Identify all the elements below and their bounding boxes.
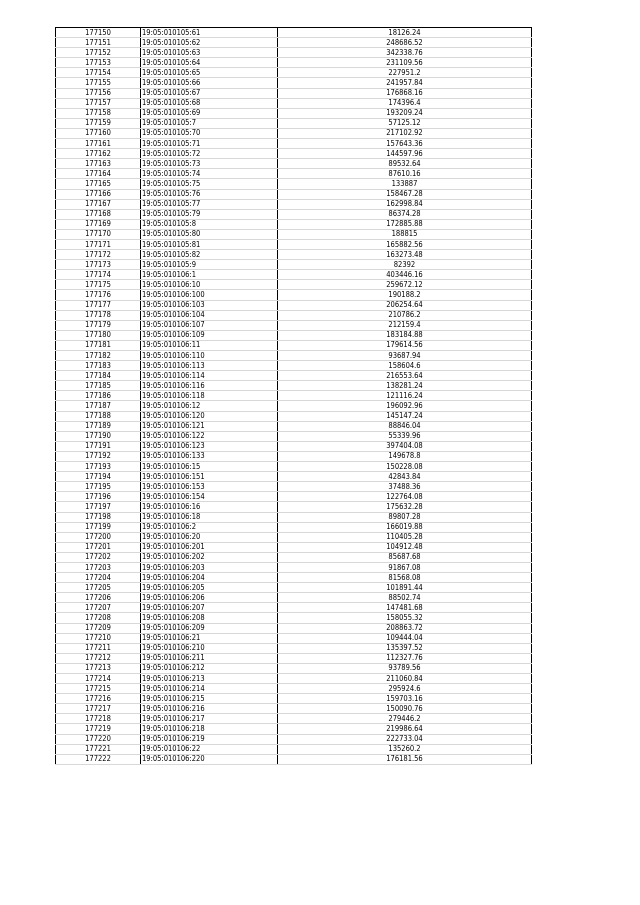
table-row bbox=[56, 38, 532, 48]
row-number-cell: 177191 bbox=[56, 441, 141, 451]
table-row bbox=[56, 472, 532, 482]
table-row bbox=[56, 320, 532, 330]
amount-cell: 89532.64 bbox=[278, 159, 532, 169]
cadastral-number-cell: 19:05:010106:123 bbox=[141, 441, 278, 451]
table-row bbox=[56, 169, 532, 179]
table-row bbox=[56, 139, 532, 149]
cadastral-number-cell: 19:05:010106:217 bbox=[141, 714, 278, 724]
row-number-cell: 177177 bbox=[56, 300, 141, 310]
amount-cell: 403446.16 bbox=[278, 270, 532, 280]
cadastral-number-cell: 19:05:010106:22 bbox=[141, 744, 278, 754]
row-number-cell: 177198 bbox=[56, 512, 141, 522]
row-number-cell: 177192 bbox=[56, 451, 141, 461]
row-number-cell: 177154 bbox=[56, 68, 141, 78]
cadastral-number-cell: 19:05:010106:2 bbox=[141, 522, 278, 532]
cadastral-number-cell: 19:05:010105:79 bbox=[141, 209, 278, 219]
table-row bbox=[56, 88, 532, 98]
cadastral-number-cell: 19:05:010106:11 bbox=[141, 340, 278, 350]
table-row bbox=[56, 219, 532, 229]
table-row bbox=[56, 290, 532, 300]
cadastral-number-cell: 19:05:010106:203 bbox=[141, 562, 278, 572]
row-number-cell: 177158 bbox=[56, 108, 141, 118]
table-row bbox=[56, 28, 532, 38]
table-row bbox=[56, 179, 532, 189]
amount-cell: 147481.68 bbox=[278, 603, 532, 613]
table-row bbox=[56, 68, 532, 78]
row-number-cell: 177175 bbox=[56, 280, 141, 290]
row-number-cell: 177209 bbox=[56, 623, 141, 633]
row-number-cell: 177200 bbox=[56, 532, 141, 542]
cadastral-number-cell: 19:05:010106:205 bbox=[141, 583, 278, 593]
table-row bbox=[56, 310, 532, 320]
table-row bbox=[56, 522, 532, 532]
cadastral-number-cell: 19:05:010105:71 bbox=[141, 139, 278, 149]
amount-cell: 122764.08 bbox=[278, 492, 532, 502]
amount-cell: 183184.88 bbox=[278, 330, 532, 340]
cadastral-number-cell: 19:05:010105:76 bbox=[141, 189, 278, 199]
amount-cell: 55339.96 bbox=[278, 431, 532, 441]
table-row bbox=[56, 98, 532, 108]
row-number-cell: 177219 bbox=[56, 724, 141, 734]
amount-cell: 279446.2 bbox=[278, 714, 532, 724]
row-number-cell: 177172 bbox=[56, 250, 141, 260]
cadastral-number-cell: 19:05:010106:220 bbox=[141, 754, 278, 764]
table-row bbox=[56, 684, 532, 694]
table-row bbox=[56, 270, 532, 280]
table-row bbox=[56, 704, 532, 714]
row-number-cell: 177169 bbox=[56, 219, 141, 229]
amount-cell: 121116.24 bbox=[278, 391, 532, 401]
row-number-cell: 177167 bbox=[56, 199, 141, 209]
row-number-cell: 177176 bbox=[56, 290, 141, 300]
amount-cell: 196092.96 bbox=[278, 401, 532, 411]
cadastral-number-cell: 19:05:010106:16 bbox=[141, 502, 278, 512]
amount-cell: 176868.16 bbox=[278, 88, 532, 98]
table-row bbox=[56, 674, 532, 684]
amount-cell: 259672.12 bbox=[278, 280, 532, 290]
table-row bbox=[56, 512, 532, 522]
row-number-cell: 177217 bbox=[56, 704, 141, 714]
cadastral-number-cell: 19:05:010106:154 bbox=[141, 492, 278, 502]
table-row bbox=[56, 401, 532, 411]
row-number-cell: 177170 bbox=[56, 229, 141, 239]
row-number-cell: 177181 bbox=[56, 340, 141, 350]
cadastral-number-cell: 19:05:010106:12 bbox=[141, 401, 278, 411]
table-row bbox=[56, 209, 532, 219]
row-number-cell: 177168 bbox=[56, 209, 141, 219]
table-row bbox=[56, 643, 532, 653]
amount-cell: 88502.74 bbox=[278, 593, 532, 603]
cadastral-number-cell: 19:05:010106:215 bbox=[141, 694, 278, 704]
table-row bbox=[56, 239, 532, 249]
cadastral-number-cell: 19:05:010106:206 bbox=[141, 593, 278, 603]
table-row bbox=[56, 623, 532, 633]
cadastral-number-cell: 19:05:010106:20 bbox=[141, 532, 278, 542]
row-number-cell: 177204 bbox=[56, 573, 141, 583]
row-number-cell: 177186 bbox=[56, 391, 141, 401]
row-number-cell: 177210 bbox=[56, 633, 141, 643]
amount-cell: 219986.64 bbox=[278, 724, 532, 734]
amount-cell: 110405.28 bbox=[278, 532, 532, 542]
row-number-cell: 177201 bbox=[56, 542, 141, 552]
row-number-cell: 177185 bbox=[56, 381, 141, 391]
amount-cell: 208863.72 bbox=[278, 623, 532, 633]
cadastral-number-cell: 19:05:010105:62 bbox=[141, 38, 278, 48]
table-row bbox=[56, 108, 532, 118]
table-row bbox=[56, 633, 532, 643]
amount-cell: 222733.04 bbox=[278, 734, 532, 744]
row-number-cell: 177159 bbox=[56, 118, 141, 128]
table-row bbox=[56, 714, 532, 724]
amount-cell: 91867.08 bbox=[278, 562, 532, 572]
amount-cell: 18126.24 bbox=[278, 28, 532, 38]
amount-cell: 42843.84 bbox=[278, 472, 532, 482]
amount-cell: 101891.44 bbox=[278, 583, 532, 593]
amount-cell: 211060.84 bbox=[278, 674, 532, 684]
cadastral-number-cell: 19:05:010106:21 bbox=[141, 633, 278, 643]
amount-cell: 145147.24 bbox=[278, 411, 532, 421]
cadastral-number-cell: 19:05:010106:120 bbox=[141, 411, 278, 421]
amount-cell: 135397.52 bbox=[278, 643, 532, 653]
amount-cell: 157643.36 bbox=[278, 139, 532, 149]
amount-cell: 158055.32 bbox=[278, 613, 532, 623]
row-number-cell: 177222 bbox=[56, 754, 141, 764]
table-row bbox=[56, 78, 532, 88]
row-number-cell: 177156 bbox=[56, 88, 141, 98]
amount-cell: 82392 bbox=[278, 260, 532, 270]
cadastral-number-cell: 19:05:010106:122 bbox=[141, 431, 278, 441]
cadastral-number-cell: 19:05:010105:75 bbox=[141, 179, 278, 189]
cadastral-number-cell: 19:05:010105:80 bbox=[141, 229, 278, 239]
table-row bbox=[56, 492, 532, 502]
amount-cell: 88846.04 bbox=[278, 421, 532, 431]
cadastral-number-cell: 19:05:010106:118 bbox=[141, 391, 278, 401]
cadastral-number-cell: 19:05:010106:10 bbox=[141, 280, 278, 290]
row-number-cell: 177166 bbox=[56, 189, 141, 199]
cadastral-number-cell: 19:05:010105:72 bbox=[141, 149, 278, 159]
cadastral-number-cell: 19:05:010106:103 bbox=[141, 300, 278, 310]
row-number-cell: 177207 bbox=[56, 603, 141, 613]
row-number-cell: 177160 bbox=[56, 128, 141, 138]
row-number-cell: 177161 bbox=[56, 139, 141, 149]
cadastral-number-cell: 19:05:010106:209 bbox=[141, 623, 278, 633]
table-row bbox=[56, 744, 532, 754]
table-row bbox=[56, 562, 532, 572]
amount-cell: 342338.76 bbox=[278, 48, 532, 58]
cadastral-number-cell: 19:05:010106:219 bbox=[141, 734, 278, 744]
table-row bbox=[56, 250, 532, 260]
row-number-cell: 177180 bbox=[56, 330, 141, 340]
table-row bbox=[56, 280, 532, 290]
cadastral-number-cell: 19:05:010106:211 bbox=[141, 653, 278, 663]
row-number-cell: 177205 bbox=[56, 583, 141, 593]
table-row bbox=[56, 58, 532, 68]
row-number-cell: 177218 bbox=[56, 714, 141, 724]
table-row bbox=[56, 593, 532, 603]
table-row bbox=[56, 734, 532, 744]
table-row bbox=[56, 229, 532, 239]
amount-cell: 212159.4 bbox=[278, 320, 532, 330]
amount-cell: 190188.2 bbox=[278, 290, 532, 300]
table-row bbox=[56, 583, 532, 593]
row-number-cell: 177202 bbox=[56, 552, 141, 562]
amount-cell: 93789.56 bbox=[278, 663, 532, 673]
cadastral-number-cell: 19:05:010105:64 bbox=[141, 58, 278, 68]
amount-cell: 89807.28 bbox=[278, 512, 532, 522]
amount-cell: 87610.16 bbox=[278, 169, 532, 179]
amount-cell: 133887 bbox=[278, 179, 532, 189]
table-row bbox=[56, 573, 532, 583]
table-row bbox=[56, 482, 532, 492]
table-row bbox=[56, 48, 532, 58]
cadastral-number-cell: 19:05:010105:74 bbox=[141, 169, 278, 179]
row-number-cell: 177153 bbox=[56, 58, 141, 68]
table-row bbox=[56, 532, 532, 542]
amount-cell: 135260.2 bbox=[278, 744, 532, 754]
table-row bbox=[56, 199, 532, 209]
row-number-cell: 177206 bbox=[56, 593, 141, 603]
row-number-cell: 177187 bbox=[56, 401, 141, 411]
table-row bbox=[56, 502, 532, 512]
table-row bbox=[56, 371, 532, 381]
table-row bbox=[56, 340, 532, 350]
row-number-cell: 177171 bbox=[56, 239, 141, 249]
cadastral-number-cell: 19:05:010105:63 bbox=[141, 48, 278, 58]
amount-cell: 104912.48 bbox=[278, 542, 532, 552]
cadastral-number-cell: 19:05:010105:81 bbox=[141, 239, 278, 249]
row-number-cell: 177183 bbox=[56, 361, 141, 371]
table-row bbox=[56, 542, 532, 552]
row-number-cell: 177173 bbox=[56, 260, 141, 270]
amount-cell: 176181.56 bbox=[278, 754, 532, 764]
table-row bbox=[56, 391, 532, 401]
row-number-cell: 177193 bbox=[56, 462, 141, 472]
cadastral-number-cell: 19:05:010106:109 bbox=[141, 330, 278, 340]
amount-cell: 217102.92 bbox=[278, 128, 532, 138]
amount-cell: 37488.36 bbox=[278, 482, 532, 492]
amount-cell: 158467.28 bbox=[278, 189, 532, 199]
table-row bbox=[56, 260, 532, 270]
table-row bbox=[56, 663, 532, 673]
amount-cell: 227951.2 bbox=[278, 68, 532, 78]
row-number-cell: 177164 bbox=[56, 169, 141, 179]
cadastral-number-cell: 19:05:010105:73 bbox=[141, 159, 278, 169]
row-number-cell: 177213 bbox=[56, 663, 141, 673]
cadastral-number-cell: 19:05:010106:208 bbox=[141, 613, 278, 623]
cadastral-number-cell: 19:05:010106:107 bbox=[141, 320, 278, 330]
amount-cell: 86374.28 bbox=[278, 209, 532, 219]
row-number-cell: 177216 bbox=[56, 694, 141, 704]
table-row bbox=[56, 441, 532, 451]
amount-cell: 149678.8 bbox=[278, 451, 532, 461]
amount-cell: 193209.24 bbox=[278, 108, 532, 118]
cadastral-number-cell: 19:05:010106:210 bbox=[141, 643, 278, 653]
cadastral-number-cell: 19:05:010106:104 bbox=[141, 310, 278, 320]
cadastral-number-cell: 19:05:010106:18 bbox=[141, 512, 278, 522]
cadastral-number-cell: 19:05:010106:1 bbox=[141, 270, 278, 280]
amount-cell: 112327.76 bbox=[278, 653, 532, 663]
cadastral-number-cell: 19:05:010105:61 bbox=[141, 28, 278, 38]
table-row bbox=[56, 411, 532, 421]
cadastral-number-cell: 19:05:010106:212 bbox=[141, 663, 278, 673]
row-number-cell: 177208 bbox=[56, 613, 141, 623]
cadastral-number-cell: 19:05:010105:68 bbox=[141, 98, 278, 108]
row-number-cell: 177163 bbox=[56, 159, 141, 169]
amount-cell: 109444.04 bbox=[278, 633, 532, 643]
amount-cell: 295924.6 bbox=[278, 684, 532, 694]
table-row bbox=[56, 128, 532, 138]
amount-cell: 397404.08 bbox=[278, 441, 532, 451]
row-number-cell: 177203 bbox=[56, 562, 141, 572]
table-row bbox=[56, 754, 532, 764]
row-number-cell: 177179 bbox=[56, 320, 141, 330]
table-row bbox=[56, 603, 532, 613]
row-number-cell: 177157 bbox=[56, 98, 141, 108]
amount-cell: 175632.28 bbox=[278, 502, 532, 512]
table-body bbox=[56, 28, 532, 765]
cadastral-number-cell: 19:05:010105:66 bbox=[141, 78, 278, 88]
cadastral-number-cell: 19:05:010106:100 bbox=[141, 290, 278, 300]
row-number-cell: 177221 bbox=[56, 744, 141, 754]
row-number-cell: 177190 bbox=[56, 431, 141, 441]
row-number-cell: 177152 bbox=[56, 48, 141, 58]
row-number-cell: 177199 bbox=[56, 522, 141, 532]
amount-cell: 188815 bbox=[278, 229, 532, 239]
table-row bbox=[56, 462, 532, 472]
cadastral-number-cell: 19:05:010106:201 bbox=[141, 542, 278, 552]
cadastral-number-cell: 19:05:010105:8 bbox=[141, 219, 278, 229]
amount-cell: 150228.08 bbox=[278, 462, 532, 472]
row-number-cell: 177214 bbox=[56, 674, 141, 684]
table-row bbox=[56, 330, 532, 340]
amount-cell: 248686.52 bbox=[278, 38, 532, 48]
row-number-cell: 177182 bbox=[56, 351, 141, 361]
amount-cell: 159703.16 bbox=[278, 694, 532, 704]
row-number-cell: 177197 bbox=[56, 502, 141, 512]
cadastral-number-cell: 19:05:010105:82 bbox=[141, 250, 278, 260]
row-number-cell: 177189 bbox=[56, 421, 141, 431]
table-row bbox=[56, 189, 532, 199]
cadastral-number-cell: 19:05:010106:218 bbox=[141, 724, 278, 734]
cadastral-number-cell: 19:05:010106:114 bbox=[141, 371, 278, 381]
cadastral-number-cell: 19:05:010106:216 bbox=[141, 704, 278, 714]
table-row bbox=[56, 361, 532, 371]
row-number-cell: 177162 bbox=[56, 149, 141, 159]
cadastral-number-cell: 19:05:010106:153 bbox=[141, 482, 278, 492]
row-number-cell: 177184 bbox=[56, 371, 141, 381]
cadastral-number-cell: 19:05:010106:121 bbox=[141, 421, 278, 431]
table-row bbox=[56, 351, 532, 361]
amount-cell: 85687.68 bbox=[278, 552, 532, 562]
row-number-cell: 177165 bbox=[56, 179, 141, 189]
table-row bbox=[56, 300, 532, 310]
row-number-cell: 177150 bbox=[56, 28, 141, 38]
cadastral-number-cell: 19:05:010106:204 bbox=[141, 573, 278, 583]
amount-cell: 93687.94 bbox=[278, 351, 532, 361]
cadastral-number-cell: 19:05:010106:15 bbox=[141, 462, 278, 472]
amount-cell: 162998.84 bbox=[278, 199, 532, 209]
cadastral-number-cell: 19:05:010106:202 bbox=[141, 552, 278, 562]
row-number-cell: 177196 bbox=[56, 492, 141, 502]
amount-cell: 231109.56 bbox=[278, 58, 532, 68]
cadastral-number-cell: 19:05:010106:116 bbox=[141, 381, 278, 391]
table-row bbox=[56, 552, 532, 562]
amount-cell: 57125.12 bbox=[278, 118, 532, 128]
cadastral-number-cell: 19:05:010105:70 bbox=[141, 128, 278, 138]
table-row bbox=[56, 613, 532, 623]
cadastral-number-cell: 19:05:010106:151 bbox=[141, 472, 278, 482]
amount-cell: 144597.96 bbox=[278, 149, 532, 159]
amount-cell: 81568.08 bbox=[278, 573, 532, 583]
row-number-cell: 177194 bbox=[56, 472, 141, 482]
cadastral-number-cell: 19:05:010106:113 bbox=[141, 361, 278, 371]
row-number-cell: 177215 bbox=[56, 684, 141, 694]
table-row bbox=[56, 653, 532, 663]
table-row bbox=[56, 451, 532, 461]
cadastral-number-cell: 19:05:010106:214 bbox=[141, 684, 278, 694]
row-number-cell: 177151 bbox=[56, 38, 141, 48]
cadastral-number-cell: 19:05:010106:207 bbox=[141, 603, 278, 613]
amount-cell: 179614.56 bbox=[278, 340, 532, 350]
row-number-cell: 177212 bbox=[56, 653, 141, 663]
cadastral-number-cell: 19:05:010106:110 bbox=[141, 351, 278, 361]
row-number-cell: 177220 bbox=[56, 734, 141, 744]
amount-cell: 150090.76 bbox=[278, 704, 532, 714]
cadastral-number-cell: 19:05:010105:67 bbox=[141, 88, 278, 98]
table-row bbox=[56, 159, 532, 169]
amount-cell: 165882.56 bbox=[278, 239, 532, 249]
amount-cell: 210786.2 bbox=[278, 310, 532, 320]
amount-cell: 216553.64 bbox=[278, 371, 532, 381]
row-number-cell: 177155 bbox=[56, 78, 141, 88]
cadastral-number-cell: 19:05:010106:133 bbox=[141, 451, 278, 461]
cadastral-number-cell: 19:05:010106:213 bbox=[141, 674, 278, 684]
row-number-cell: 177188 bbox=[56, 411, 141, 421]
table-row bbox=[56, 694, 532, 704]
table-row bbox=[56, 381, 532, 391]
cadastral-number-cell: 19:05:010105:77 bbox=[141, 199, 278, 209]
amount-cell: 206254.64 bbox=[278, 300, 532, 310]
cadastral-number-cell: 19:05:010105:7 bbox=[141, 118, 278, 128]
cadastral-number-cell: 19:05:010105:65 bbox=[141, 68, 278, 78]
cadastral-number-cell: 19:05:010105:9 bbox=[141, 260, 278, 270]
amount-cell: 138281.24 bbox=[278, 381, 532, 391]
amount-cell: 174396.4 bbox=[278, 98, 532, 108]
table-row bbox=[56, 724, 532, 734]
table-row bbox=[56, 431, 532, 441]
table-row bbox=[56, 421, 532, 431]
row-number-cell: 177211 bbox=[56, 643, 141, 653]
row-number-cell: 177195 bbox=[56, 482, 141, 492]
data-table bbox=[55, 27, 532, 765]
table-row bbox=[56, 149, 532, 159]
amount-cell: 163273.48 bbox=[278, 250, 532, 260]
table-row bbox=[56, 118, 532, 128]
amount-cell: 241957.84 bbox=[278, 78, 532, 88]
amount-cell: 166019.88 bbox=[278, 522, 532, 532]
row-number-cell: 177178 bbox=[56, 310, 141, 320]
row-number-cell: 177174 bbox=[56, 270, 141, 280]
amount-cell: 172885.88 bbox=[278, 219, 532, 229]
amount-cell: 158604.6 bbox=[278, 361, 532, 371]
cadastral-number-cell: 19:05:010105:69 bbox=[141, 108, 278, 118]
